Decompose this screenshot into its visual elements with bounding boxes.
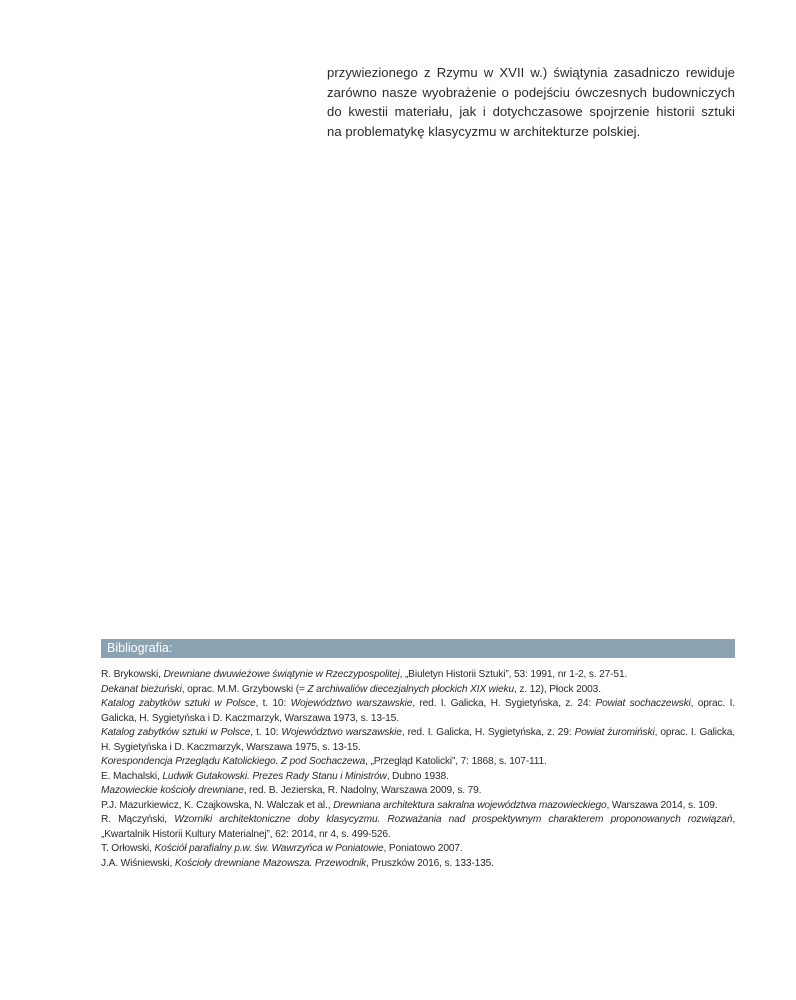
entry-title-text: Powiat sochaczewski (595, 698, 691, 709)
entry-title-text: Wzorniki architektoniczne doby klasycyzmu. Rozważania nad prospektywnym charakterem proponowanych rozwiązań (174, 814, 733, 825)
bibliography-entry (101, 770, 735, 785)
entry-title-text: Województwo warszawskie (290, 698, 413, 709)
bibliography-entry (101, 857, 735, 872)
bibliography-entry (101, 683, 735, 698)
entry-text: , „Przegląd Katolicki”, 7: 1868, s. 107-111. (365, 756, 547, 767)
bibliography-entry (101, 668, 735, 683)
entry-text: , Warszawa 2014, s. 109. (606, 799, 718, 811)
entry-text: , red. I. Galicka, H. Sygietyńska, z. 24: (412, 698, 596, 709)
bibliography-heading: Bibliografia: (101, 639, 735, 658)
bibliography-entry (101, 697, 735, 726)
entry-text: P.J. Mazurkiewicz, K. Czajkowska, N. Walczak et al., (101, 799, 334, 811)
body-line-4: na problematykę klasycyzmu w architekturze polskiej. (327, 123, 641, 139)
entry-text: , oprac. I. Galicka, H. Sygietyńska i D. Kaczmarzyk, Warszawa 1975, s. 13-15. (101, 727, 735, 753)
entry-title-text: Mazowieckie kościoły drewniane (101, 785, 244, 796)
entry-text: , „Biuletyn Historii Sztuki”, 53: 1991, nr 1-2, s. 27-51. (399, 669, 628, 680)
bibliography-entry (101, 755, 735, 770)
entry-text: E. Machalski, (101, 770, 163, 782)
entry-text: , „Kwartalnik Historii Kultury Materialnej”, 62: 2014, nr 4, s. 499-526. (101, 814, 735, 840)
bibliography-entry (101, 813, 735, 842)
entry-text: , Pruszków 2016, s. 133-135. (366, 857, 494, 869)
body-paragraph (327, 63, 735, 141)
entry-text: , t. 10: (250, 727, 282, 738)
body-line-2: zarówno nasze wyobrażenie o podejściu ówczesnych budowniczych (327, 84, 735, 100)
entry-text: , oprac. I. Galicka, H. Sygietyńska i D. Kaczmarzyk, Warszawa 1973, s. 13-15. (101, 698, 735, 724)
bibliography-list (101, 668, 735, 871)
entry-text: , Poniatowo 2007. (383, 843, 463, 854)
entry-title-text: Kościoły drewniane Mazowsza. Przewodnik (174, 857, 367, 869)
entry-text: R. Mączyński, (101, 814, 175, 825)
entry-title-text: Województwo warszawskie (281, 727, 402, 738)
entry-title-text: Kościół parafialny p.w. św. Wawrzyńca w Poniatowie (154, 843, 384, 854)
entry-title-text: Drewniane dwuwieżowe świątynie w Rzeczypospolitej (163, 669, 400, 680)
entry-text: , red. I. Galicka, H. Sygietyńska, z. 29: (401, 727, 575, 738)
entry-text: , oprac. M.M. Grzybowski (= (181, 683, 308, 695)
body-line-3: do kwestii materiału, jak i dotychczasowe spojrzenie historii sztuki (327, 104, 735, 120)
entry-title-text: Ludwik Gutakowski. Prezes Rady Stanu i Ministrów (162, 770, 387, 782)
entry-title-text: Katalog zabytków sztuki w Polsce (101, 727, 251, 738)
entry-title-text: Katalog zabytków sztuki w Polsce (101, 698, 256, 709)
body-line-1: przywiezionego z Rzymu w XVII w.) świątynia zasadniczo rewiduje (327, 65, 735, 80)
entry-text: , red. B. Jezierska, R. Nadolny, Warszawa 2009, s. 79. (243, 785, 482, 796)
entry-text: , Dubno 1938. (386, 770, 449, 782)
entry-title-text: Drewniana architektura sakralna województwa mazowieckiego (333, 799, 607, 811)
bibliography-entry (101, 726, 735, 755)
entry-text: T. Orłowski, (101, 843, 155, 854)
entry-text: , t. 10: (255, 698, 291, 709)
bibliography-entry (101, 784, 735, 799)
entry-title-text: Z archiwaliów diecezjalnych płockich XIX wieku (307, 683, 514, 695)
entry-title-text: Dekanat bieżuński (101, 683, 182, 695)
entry-title-text: Powiat żuromiński (574, 727, 655, 738)
bibliography-entry (101, 842, 735, 857)
entry-text: R. Brykowski, (101, 669, 164, 680)
entry-text: J.A. Wiśniewski, (101, 857, 175, 869)
entry-title-text: Korespondencja Przeglądu Katolickiego. Z pod Sochaczewa (101, 756, 366, 767)
entry-text: , z. 12), Płock 2003. (513, 683, 601, 695)
bibliography-entry (101, 799, 735, 814)
